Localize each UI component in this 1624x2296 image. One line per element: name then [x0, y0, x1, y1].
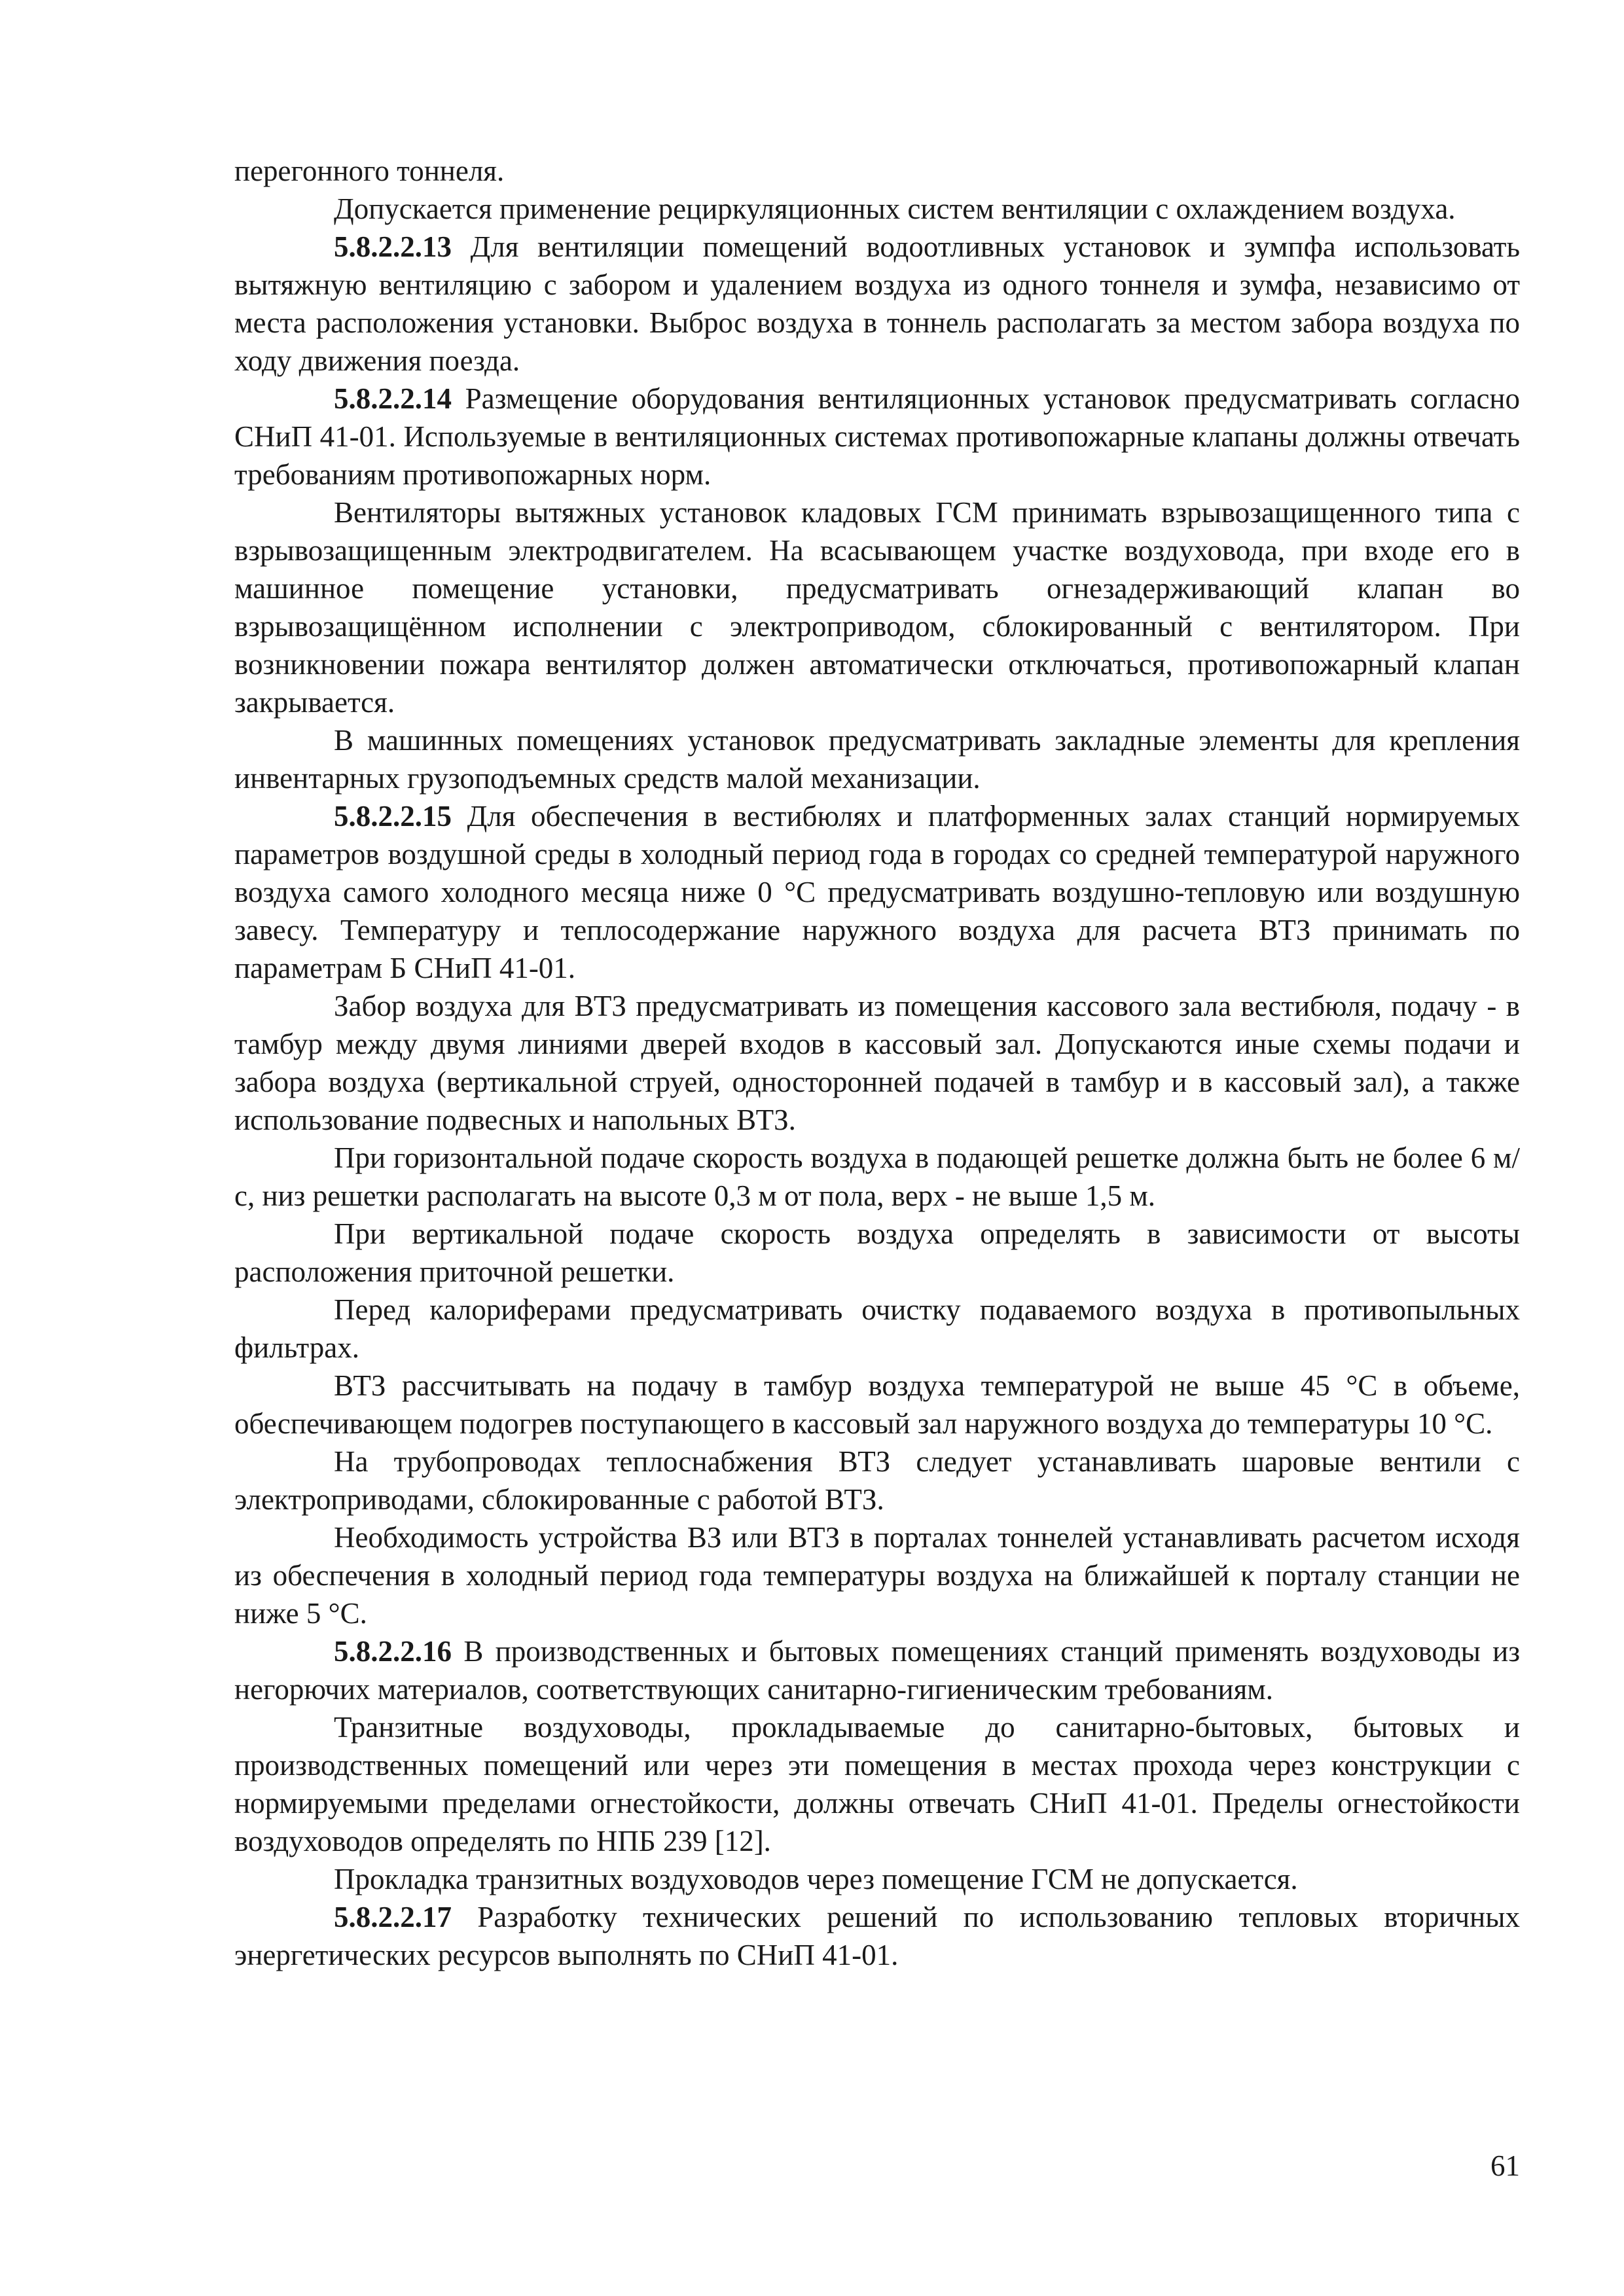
paragraph: Прокладка транзитных воздуховодов через помещение ГСМ не допускается. — [334, 1863, 1298, 1895]
clause-number: 5.8.2.2.14 — [334, 382, 452, 415]
clause-number: 5.8.2.2.15 — [334, 800, 452, 833]
clause-5-8-2-2-13: 5.8.2.2.13 Для вентиляции помещений водоотливных установок и зумпфа использовать вытяжную вентиляцию с забором и удалением воздуха из одного тоннеля и зумфа, независимо от места расположения установки. Выброс воздуха в тоннель располагать за местом забора воздуха по ходу движения поезда. — [234, 230, 1520, 377]
paragraph-continuation: перегонного тоннеля. — [234, 154, 505, 187]
paragraph: В машинных помещениях установок предусматривать закладные элементы для крепления инвентарных грузоподъемных средств малой механизации. — [234, 724, 1520, 795]
paragraph: При вертикальной подаче скорость воздуха определять в зависимости от высоты расположения приточной решетки. — [234, 1217, 1520, 1288]
page-number: 61 — [1490, 2149, 1520, 2182]
document-body — [234, 152, 1520, 1974]
paragraph: ВТЗ рассчитывать на подачу в тамбур воздуха температурой не выше 45 °С в объеме, обеспечивающем подогрев поступающего в кассовый зал наружного воздуха до температуры 10 °С. — [234, 1369, 1520, 1440]
paragraph: Транзитные воздуховоды, прокладываемые до санитарно-бытовых, бытовых и производственных помещений или через эти помещения в местах прохода через конструкции с нормируемыми пределами огнестойкости, должны отвечать СНиП 41-01. Пределы огнестойкости воздуховодов определять по НПБ 239 [12]. — [234, 1711, 1520, 1857]
paragraph: При горизонтальной подаче скорость воздуха в подающей решетке должна быть не более 6 м/с, низ решетки располагать на высоте 0,3 м от пола, верх - не выше 1,5 м. — [234, 1141, 1520, 1212]
clause-number: 5.8.2.2.17 — [334, 1901, 452, 1933]
clause-5-8-2-2-16: 5.8.2.2.16 В производственных и бытовых помещениях станций применять воздуховоды из негорючих материалов, соответствующих санитарно-гигиеническим требованиям. — [234, 1635, 1521, 1706]
clause-number: 5.8.2.2.16 — [334, 1635, 452, 1668]
paragraph: Забор воздуха для ВТЗ предусматривать из помещения кассового зала вестибюля, подачу - в тамбур между двумя линиями дверей входов в кассовый зал. Допускаются иные схемы подачи и забора воздуха (вертикальной струей, односторонней подачей в тамбур и в кассовый зал), а также использование подвесных и напольных ВТЗ. — [234, 990, 1520, 1136]
paragraph: Необходимость устройства ВЗ или ВТЗ в порталах тоннелей устанавливать расчетом исходя из обеспечения в холодный период года температуры воздуха на ближайшей к порталу станции не ниже 5 °С. — [234, 1521, 1520, 1630]
clause-5-8-2-2-15: 5.8.2.2.15 Для обеспечения в вестибюлях и платформенных залах станций нормируемых параметров воздушной среды в холодный период года в городах со средней температурой наружного воздуха самого холодного месяца ниже 0 °С предусматривать воздушно-тепловую или воздушную завесу. Температуру и теплосодержание наружного воздуха для расчета ВТЗ принимать по параметрам Б СНиП 41-01. — [234, 800, 1520, 984]
clause-5-8-2-2-17: 5.8.2.2.17 Разработку технических решений по использованию тепловых вторичных энергетических ресурсов выполнять по СНиП 41-01. — [234, 1901, 1520, 1971]
clause-number: 5.8.2.2.13 — [334, 230, 452, 263]
paragraph: На трубопроводах теплоснабжения ВТЗ следует устанавливать шаровые вентили с электроприводами, сблокированные с работой ВТЗ. — [234, 1445, 1520, 1516]
paragraph: Перед калориферами предусматривать очистку подаваемого воздуха в противопыльных фильтрах. — [234, 1293, 1520, 1364]
paragraph: Допускается применение рециркуляционных систем вентиляции с охлаждением воздуха. — [334, 192, 1456, 225]
paragraph: Вентиляторы вытяжных установок кладовых ГСМ принимать взрывозащищенного типа с взрывозащищенным электродвигателем. На всасывающем участке воздуховода, при входе его в машинное помещение установки, предусматривать огнезадерживающий клапан во взрывозащищённом исполнении с электроприводом, сблокированный с вентилятором. При возникновении пожара вентилятор должен автоматически отключаться, противопожарный клапан закрывается. — [234, 496, 1520, 719]
clause-5-8-2-2-14: 5.8.2.2.14 Размещение оборудования вентиляционных установок предусматривать согласно СНиП 41-01. Используемые в вентиляционных системах противопожарные клапаны должны отвечать требованиям противопожарных норм. — [234, 382, 1521, 491]
